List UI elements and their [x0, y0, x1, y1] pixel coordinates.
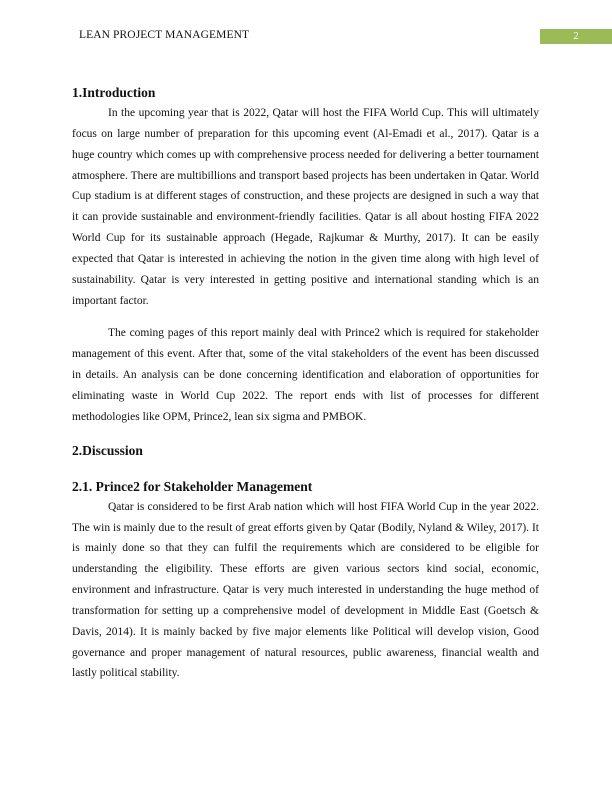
prince2-heading: 2.1. Prince2 for Stakeholder Management	[72, 478, 313, 494]
discussion-heading: 2.Discussion	[72, 442, 143, 458]
document-body	[72, 82, 539, 684]
introduction-heading: 1.Introduction	[72, 85, 156, 100]
running-header: LEAN PROJECT MANAGEMENT	[79, 29, 250, 41]
page-number-badge: 2	[540, 29, 612, 44]
introduction-paragraph-2: The coming pages of this report mainly deal with Prince2 which is required for stakeholder management of this event. After that, some of the vital stakeholders of the event has been discussed in details. An analysis can be done concerning identification and elaboration of opportunities for eliminating waste in World Cup 2022. The report ends with list of processes for different methodologies like OPM, Prince2, lean six sigma and PMBOK.	[72, 327, 539, 423]
prince2-paragraph-1: Qatar is considered to be first Arab nation which will host FIFA World Cup in the year 2022. The win is mainly due to the result of great efforts given by Qatar (Bodily, Nyland & Wiley, 2017). It is mainly done so that they can fulfil the requirements which are considered to be eligible for understanding the eligibility. These efforts are given various sectors kind social, economic, environment and infrastructure. Qatar is very much interested in understanding the huge method of transformation for setting up a comprehensive model of development in Middle East (Goetsch & Davis, 2014). It is mainly backed by five major elements like Political will develop vision, Good governance and proper management of natural resources, public awareness, financial wealth and lastly political stability.	[72, 500, 539, 680]
introduction-paragraph-1: In the upcoming year that is 2022, Qatar will host the FIFA World Cup. This will ultimately focus on large number of preparation for this upcoming event (Al-Emadi et al., 2017). Qatar is a huge country which comes up with comprehensive process needed for delivering a better tournament atmosphere. There are multibillions and transport based projects has been undertaken in Qatar. World Cup stadium is at different stages of construction, and these projects are designed in such a way that it can provide sustainable and environment-friendly facilities. Qatar is all about hosting FIFA 2022 World Cup for its sustainable approach (Hegade, Rajkumar & Murthy, 2017). It can be easily expected that Qatar is interested in achieving the notion in the given time along with high level of sustainability. Qatar is very interested in getting positive and international standing which is an important factor.	[72, 107, 539, 307]
